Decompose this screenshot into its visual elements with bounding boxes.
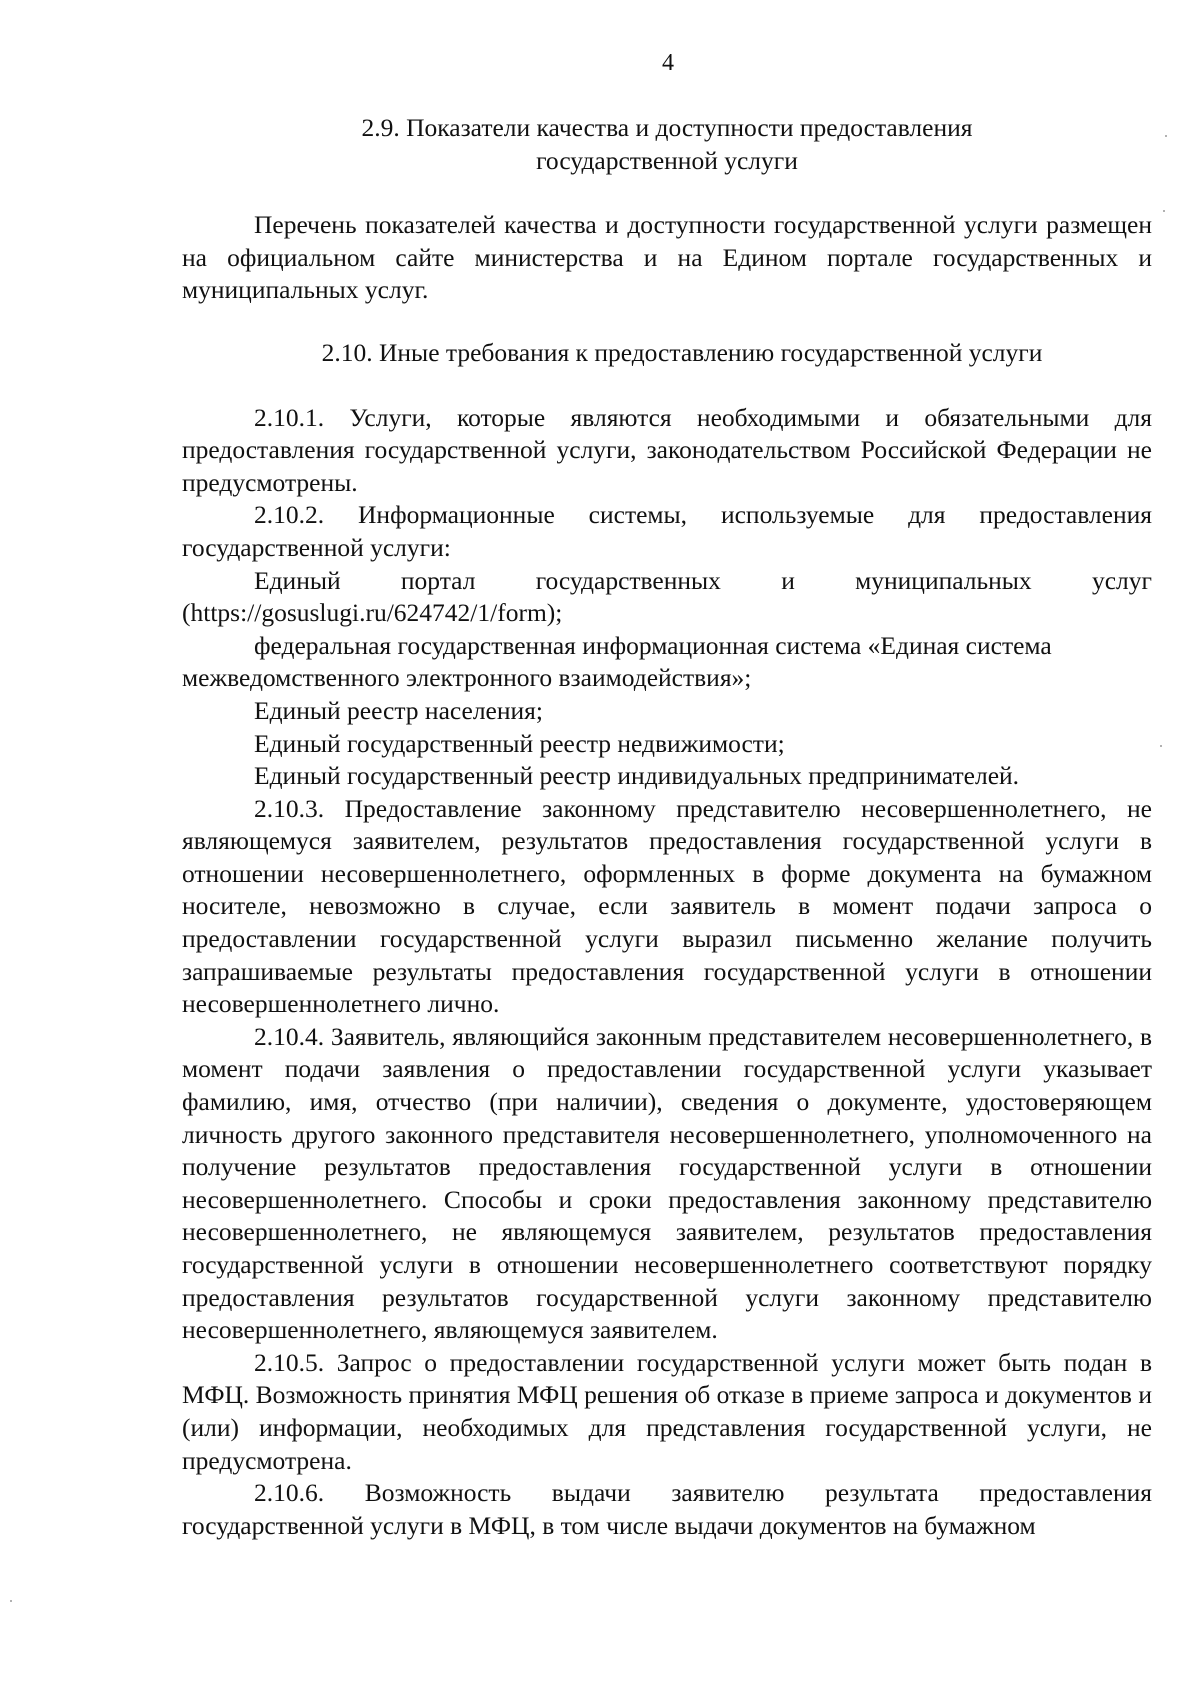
scan-speck — [10, 1600, 12, 1602]
page-number: 4 — [662, 50, 674, 76]
paragraph-2-10-3: 2.10.3. Предоставление законному представителю несовершеннолетнего, не являющемуся заявителем, результатов предоставления государственной услуги в отношении несовершеннолетнего, оформленных в форме документа на бумажном носителе, невозможно в случае, если заявитель в момент подачи запроса о предоставлении государственной услуги выразил письменно желание получить запрашиваемые результаты предоставления государственной услуги в отношении несовершеннолетнего лично. — [182, 793, 1152, 1019]
system-population-register: Единый реестр населения; — [254, 695, 543, 725]
scan-speck — [1165, 135, 1167, 137]
portal-word: муниципальных — [855, 565, 1032, 595]
portal-line — [182, 565, 1152, 598]
document-body — [182, 112, 1152, 1542]
paragraph-2-10-4: 2.10.4. Заявитель, являющийся законным представителем несовершеннолетнего, в момент подачи заявления о предоставлении государственной услуги указывает фамилию, имя, отчество (при наличии), сведения о документе, удостоверяющем личность другого законного представителя несовершеннолетнего, уполномоченного на получение результатов предоставления государственной услуги в отношении несовершеннолетнего. Способы и сроки предоставления законному представителю несовершеннолетнего, не являющемуся заявителем, результатов предоставления государственной услуги в отношении несовершеннолетнего соответствуют порядку предоставления результатов государственной услуги законному представителю несовершеннолетнего, являющемуся заявителем. — [182, 1021, 1152, 1345]
paragraph-2-10-6: 2.10.6. Возможность выдачи заявителю результата предоставления государственной услуги в МФЦ, в том числе выдачи документов на бумажном — [182, 1478, 1152, 1540]
portal-word: Единый — [254, 565, 341, 595]
portal-word: услуг — [1091, 565, 1152, 595]
paragraph-2-10-5: 2.10.5. Запрос о предоставлении государственной услуги может быть подан в МФЦ. Возможность принятия МФЦ решения об отказе в приеме запроса и документов и (или) информации, необходимых для представления государственной услуги, не предусмотрена. — [182, 1347, 1152, 1475]
section-2-9-title-line1: 2.9. Показатели качества и доступности предоставления — [361, 113, 973, 142]
system-entrepreneurs-register: Единый государственный реестр индивидуальных предпринимателей. — [254, 761, 1020, 791]
portal-url: (https://gosuslugi.ru/624742/1/form); — [182, 598, 563, 628]
paragraph-2-10-2: 2.10.2. Информационные системы, используемые для предоставления государственной услуги: — [182, 500, 1152, 562]
scan-speck — [1160, 745, 1162, 747]
section-2-9-body: Перечень показателей качества и доступности государственной услуги размещен на официальном сайте министерства и на Едином портале государственных и муниципальных услуг. — [182, 210, 1152, 305]
paragraph-2-10-1: 2.10.1. Услуги, которые являются необходимыми и обязательными для предоставления государственной услуги, законодательством Российской Федерации не предусмотрены. — [182, 402, 1152, 497]
portal-word: портал — [400, 565, 476, 595]
section-2-10-heading: 2.10. Иные требования к предоставлению государственной услуги — [321, 337, 1043, 367]
portal-word: государственных — [535, 565, 721, 595]
system-realty-register: Единый государственный реестр недвижимости; — [254, 728, 785, 758]
system-smev: федеральная государственная информационная система «Единая система межведомственного электронного взаимодействия»; — [182, 630, 1052, 693]
section-2-9-title-line2: государственной услуги — [536, 145, 798, 175]
portal-word: и — [781, 565, 795, 595]
scan-speck — [1163, 210, 1165, 212]
section-2-9-heading — [242, 112, 1092, 177]
